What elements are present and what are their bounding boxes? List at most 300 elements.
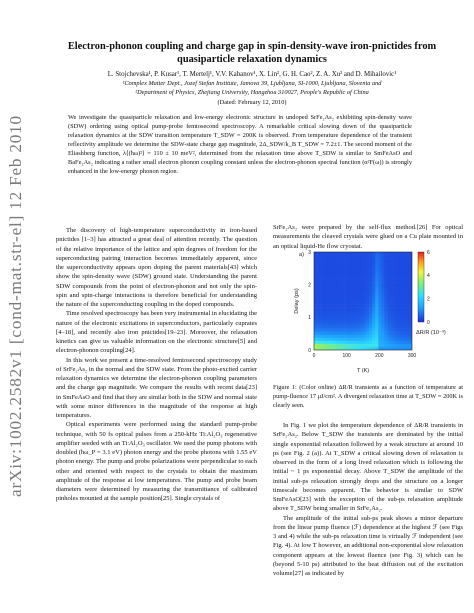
heatmap-cell	[342, 326, 345, 329]
heatmap-cell	[351, 283, 354, 286]
heatmap-cell	[369, 289, 372, 292]
heatmap-cell	[332, 252, 335, 255]
heatmap-cell	[351, 313, 354, 316]
heatmap-cell	[332, 313, 335, 316]
heatmap-cell	[403, 261, 406, 264]
heatmap-cell	[354, 292, 357, 295]
heatmap-cell	[366, 326, 369, 329]
heatmap-cell	[394, 292, 397, 295]
heatmap-cell	[363, 319, 366, 322]
heatmap-cell	[357, 335, 360, 338]
heatmap-cell	[384, 316, 387, 319]
heatmap-cell	[351, 316, 354, 319]
heatmap-cell	[320, 273, 323, 276]
heatmap-cell	[378, 255, 381, 258]
heatmap-cell	[369, 332, 372, 335]
heatmap-cell	[348, 316, 351, 319]
heatmap-cell	[357, 313, 360, 316]
heatmap-cell	[360, 313, 363, 316]
heatmap-cell	[357, 270, 360, 273]
heatmap-cell	[381, 313, 384, 316]
heatmap-cell	[363, 310, 366, 313]
heatmap-cell	[363, 261, 366, 264]
heatmap-cell	[403, 322, 406, 325]
heatmap-cell	[378, 313, 381, 316]
arxiv-identifier: arXiv:1002.2582v1 [cond-mat.str-el] 12 Feb 2010	[6, 115, 25, 497]
heatmap-cell	[329, 286, 332, 289]
heatmap-cell	[354, 295, 357, 298]
arxiv-sidebar	[0, 0, 34, 613]
heatmap-cell	[342, 319, 345, 322]
heatmap-cell	[351, 277, 354, 280]
heatmap-cell	[394, 338, 397, 341]
heatmap-cell	[348, 301, 351, 304]
heatmap-cell	[323, 304, 326, 307]
heatmap-cell	[329, 335, 332, 338]
heatmap-cell	[323, 283, 326, 286]
heatmap-cell	[384, 255, 387, 258]
heatmap-cell	[320, 307, 323, 310]
heatmap-cell	[391, 319, 394, 322]
heatmap-cell	[397, 335, 400, 338]
heatmap-cell	[397, 289, 400, 292]
heatmap-cell	[329, 326, 332, 329]
heatmap-cell	[351, 286, 354, 289]
heatmap-cell	[314, 261, 317, 264]
heatmap-cell	[329, 304, 332, 307]
heatmap-cell	[391, 264, 394, 267]
heatmap-cell	[400, 298, 403, 301]
heatmap-cell	[357, 264, 360, 267]
heatmap-cell	[366, 319, 369, 322]
heatmap-cell	[360, 258, 363, 261]
heatmap-cell	[323, 301, 326, 304]
heatmap-cell	[403, 295, 406, 298]
heatmap-cell	[403, 292, 406, 295]
heatmap-cell	[360, 319, 363, 322]
heatmap-cell	[381, 307, 384, 310]
heatmap-cell	[323, 316, 326, 319]
heatmap-cell	[394, 341, 397, 344]
heatmap-cell	[332, 307, 335, 310]
heatmap-cell	[317, 258, 320, 261]
heatmap-cell	[351, 270, 354, 273]
heatmap-cell	[314, 289, 317, 292]
heatmap-cell	[357, 319, 360, 322]
heatmap-cell	[348, 341, 351, 344]
heatmap-cell	[323, 252, 326, 255]
heatmap-cell	[339, 332, 342, 335]
heatmap-cell	[357, 332, 360, 335]
heatmap-cell	[369, 341, 372, 344]
figure-1	[288, 244, 453, 384]
heatmap-cell	[394, 313, 397, 316]
heatmap-cell	[354, 277, 357, 280]
heatmap-cell	[403, 326, 406, 329]
heatmap-cell	[363, 326, 366, 329]
heatmap-cell	[326, 341, 329, 344]
heatmap-cell	[323, 310, 326, 313]
heatmap-cell	[354, 307, 357, 310]
heatmap-cell	[397, 313, 400, 316]
heatmap-cell	[366, 295, 369, 298]
heatmap-cell	[394, 326, 397, 329]
heatmap-cell	[345, 261, 348, 264]
heatmap-cell	[375, 316, 378, 319]
heatmap-cell	[397, 344, 400, 347]
heatmap-cell	[351, 258, 354, 261]
heatmap-cell	[345, 326, 348, 329]
heatmap-cell	[366, 344, 369, 347]
y-tick-label: 3	[308, 249, 311, 256]
heatmap-cell	[381, 280, 384, 283]
heatmap-cell	[323, 322, 326, 325]
heatmap-cell	[345, 301, 348, 304]
heatmap-cell	[378, 319, 381, 322]
heatmap-cell	[357, 326, 360, 329]
heatmap-cell	[375, 341, 378, 344]
heatmap-cell	[381, 322, 384, 325]
heatmap-cell	[381, 344, 384, 347]
heatmap-cell	[369, 310, 372, 313]
heatmap-cell	[369, 255, 372, 258]
heatmap-cell	[384, 258, 387, 261]
heatmap-cell	[375, 267, 378, 270]
heatmap-cell	[394, 273, 397, 276]
heatmap-cell	[378, 298, 381, 301]
heatmap-cell	[406, 292, 409, 295]
heatmap-cell	[348, 295, 351, 298]
heatmap-cell	[372, 319, 375, 322]
heatmap-cell	[375, 322, 378, 325]
heatmap-cell	[375, 277, 378, 280]
heatmap-cell	[394, 289, 397, 292]
heatmap-cell	[357, 329, 360, 332]
heatmap-cell	[363, 304, 366, 307]
heatmap-cell	[363, 280, 366, 283]
heatmap-cell	[391, 270, 394, 273]
heatmap-cell	[378, 295, 381, 298]
heatmap-cell	[348, 289, 351, 292]
heatmap-cell	[329, 332, 332, 335]
heatmap-cell	[345, 338, 348, 341]
heatmap-cell	[381, 277, 384, 280]
heatmap-cell	[363, 267, 366, 270]
heatmap-cell	[354, 252, 357, 255]
heatmap-cell	[397, 280, 400, 283]
heatmap-cell	[391, 304, 394, 307]
heatmap-cell	[335, 338, 338, 341]
heatmap-cell	[342, 283, 345, 286]
heatmap-cell	[384, 313, 387, 316]
heatmap-cell	[378, 304, 381, 307]
heatmap-cell	[339, 322, 342, 325]
heatmap-cell	[384, 344, 387, 347]
heatmap-cell	[335, 310, 338, 313]
heatmap-cell	[378, 310, 381, 313]
heatmap-cell	[329, 258, 332, 261]
heatmap-cell	[369, 261, 372, 264]
heatmap-cell	[375, 310, 378, 313]
colorbar	[418, 252, 424, 322]
heatmap-cell	[406, 341, 409, 344]
heatmap-cell	[384, 283, 387, 286]
heatmap-cell	[314, 338, 317, 341]
heatmap-cell	[397, 258, 400, 261]
x-axis-label: T (K)	[356, 368, 370, 374]
heatmap-cell	[384, 295, 387, 298]
heatmap-cell	[375, 326, 378, 329]
heatmap-cell	[366, 286, 369, 289]
heatmap-cell	[317, 338, 320, 341]
heatmap-cell	[345, 255, 348, 258]
heatmap-cell	[366, 329, 369, 332]
heatmap-cell	[339, 316, 342, 319]
heatmap-cell	[400, 322, 403, 325]
heatmap-cell	[339, 258, 342, 261]
heatmap-cell	[335, 341, 338, 344]
heatmap-cell	[357, 295, 360, 298]
heatmap-cell	[329, 264, 332, 267]
heatmap-cell	[339, 307, 342, 310]
heatmap-cell	[317, 295, 320, 298]
heatmap-cell	[326, 307, 329, 310]
heatmap-cell	[317, 322, 320, 325]
heatmap-cell	[378, 335, 381, 338]
heatmap-cell	[314, 255, 317, 258]
heatmap-cell	[403, 289, 406, 292]
heatmap-cell	[378, 267, 381, 270]
heatmap-cell	[372, 344, 375, 347]
heatmap-cell	[320, 286, 323, 289]
heatmap-cell	[360, 280, 363, 283]
heatmap-cell	[403, 298, 406, 301]
heatmap-cell	[391, 267, 394, 270]
heatmap-cell	[342, 261, 345, 264]
heatmap-cell	[326, 304, 329, 307]
heatmap-cell	[384, 322, 387, 325]
heatmap-cell	[369, 326, 372, 329]
heatmap-cell	[360, 277, 363, 280]
heatmap-cell	[323, 326, 326, 329]
heatmap-cell	[348, 261, 351, 264]
body-left-column	[56, 226, 257, 504]
heatmap-cell	[348, 329, 351, 332]
heatmap-cell	[314, 252, 317, 255]
heatmap-cell	[320, 341, 323, 344]
heatmap-cell	[326, 335, 329, 338]
heatmap-cell	[317, 277, 320, 280]
heatmap-cell	[363, 322, 366, 325]
heatmap-cell	[317, 316, 320, 319]
heatmap-cell	[335, 289, 338, 292]
heatmap-cell	[388, 264, 391, 267]
heatmap-cell	[406, 322, 409, 325]
heatmap-cell	[391, 283, 394, 286]
heatmap-cell	[372, 286, 375, 289]
heatmap-cell	[388, 310, 391, 313]
heatmap-cell	[357, 277, 360, 280]
heatmap-cell	[320, 332, 323, 335]
heatmap-cell	[335, 255, 338, 258]
heatmap-cell	[342, 344, 345, 347]
heatmap-cell	[320, 304, 323, 307]
heatmap-cell	[317, 261, 320, 264]
heatmap-cell	[351, 295, 354, 298]
heatmap-cell	[369, 280, 372, 283]
heatmap-cell	[360, 341, 363, 344]
paragraph: Time resolved spectroscopy has been very instrumental in elucidating the nature of the electronic excitations in superconductors, particularly cuprates [4–18], and recently also iron pnictides[19–23]. Moreover, the relaxation kinetics can give us valuable information on the electronic structure[5] and electron-phonon coupling[24].	[56, 310, 257, 355]
heatmap-cell	[320, 338, 323, 341]
heatmap-cell	[391, 307, 394, 310]
heatmap-cell	[378, 261, 381, 264]
heatmap-cell	[339, 335, 342, 338]
heatmap-cell	[384, 338, 387, 341]
heatmap-cell	[391, 326, 394, 329]
heatmap-cell	[335, 304, 338, 307]
heatmap-cell	[369, 267, 372, 270]
heatmap-cell	[332, 286, 335, 289]
heatmap-cell	[360, 322, 363, 325]
heatmap-cell	[332, 295, 335, 298]
heatmap-cell	[363, 301, 366, 304]
heatmap-cell	[326, 329, 329, 332]
heatmap-cell	[394, 283, 397, 286]
heatmap-cell	[335, 344, 338, 347]
heatmap-cell	[342, 304, 345, 307]
heatmap-cell	[391, 341, 394, 344]
heatmap-cell	[381, 283, 384, 286]
heatmap-cell	[360, 301, 363, 304]
heatmap-cell	[363, 307, 366, 310]
heatmap-cell	[320, 264, 323, 267]
paragraph: In this work we present a time-resolved femtosecond spectroscopy study of SrFe₂As₂ in the normal and the SDW state. From the photo-excited carrier relaxation dynamics we determine the electron-phonon coupling parameters and the charge gap magnitude. We compare the results with recent data[23] in SmFeAsO and find that they are similar both in the SDW and normal state with some minor differences in the magnitude of the response at high temperatures.	[56, 356, 257, 419]
heatmap-cell	[323, 313, 326, 316]
heatmap-cell	[339, 283, 342, 286]
heatmap-cell	[357, 338, 360, 341]
heatmap-cell	[384, 286, 387, 289]
heatmap-cell	[357, 283, 360, 286]
heatmap-cell	[375, 313, 378, 316]
heatmap-cell	[384, 280, 387, 283]
heatmap-cell	[326, 255, 329, 258]
heatmap-cell	[369, 329, 372, 332]
heatmap-cell	[394, 295, 397, 298]
heatmap-cell	[381, 252, 384, 255]
heatmap-cell	[329, 329, 332, 332]
heatmap-cell	[366, 301, 369, 304]
heatmap-cell	[326, 264, 329, 267]
heatmap-cell	[384, 335, 387, 338]
heatmap-cell	[366, 335, 369, 338]
heatmap-cell	[381, 341, 384, 344]
heatmap-cell	[332, 280, 335, 283]
heatmap-cell	[332, 335, 335, 338]
heatmap-cell	[400, 310, 403, 313]
heatmap-cell	[357, 258, 360, 261]
heatmap-cell	[339, 338, 342, 341]
heatmap-cell	[314, 295, 317, 298]
heatmap-cell	[329, 277, 332, 280]
heatmap-cell	[314, 341, 317, 344]
heatmap-cell	[335, 286, 338, 289]
heatmap-cell	[381, 326, 384, 329]
heatmap-cell	[388, 280, 391, 283]
heatmap-cell	[357, 273, 360, 276]
heatmap-cell	[360, 329, 363, 332]
heatmap-cell	[360, 267, 363, 270]
heatmap-cell	[335, 280, 338, 283]
heatmap-cell	[403, 270, 406, 273]
heatmap-cell	[378, 273, 381, 276]
heatmap-cell	[326, 286, 329, 289]
heatmap-cell	[354, 301, 357, 304]
heatmap-cell	[372, 289, 375, 292]
heatmap-cell	[378, 301, 381, 304]
heatmap-cell	[345, 277, 348, 280]
heatmap-cell	[400, 255, 403, 258]
heatmap-cell	[360, 344, 363, 347]
heatmap-cell	[394, 322, 397, 325]
heatmap-cell	[342, 273, 345, 276]
heatmap-cell	[314, 313, 317, 316]
heatmap-cell	[354, 280, 357, 283]
heatmap-cell	[397, 322, 400, 325]
heatmap-cell	[329, 322, 332, 325]
heatmap-cell	[351, 255, 354, 258]
heatmap-cell	[317, 289, 320, 292]
heatmap-cell	[326, 332, 329, 335]
heatmap-cell	[335, 252, 338, 255]
heatmap-cell	[406, 307, 409, 310]
heatmap-cell	[381, 292, 384, 295]
heatmap-cell	[400, 273, 403, 276]
heatmap-cell	[317, 280, 320, 283]
heatmap-cell	[363, 344, 366, 347]
heatmap-cell	[400, 326, 403, 329]
heatmap-cell	[317, 341, 320, 344]
heatmap-cell	[345, 264, 348, 267]
heatmap-cell	[357, 304, 360, 307]
heatmap-cell	[369, 301, 372, 304]
heatmap-cell	[363, 335, 366, 338]
heatmap-cell	[326, 298, 329, 301]
heatmap-cell	[391, 277, 394, 280]
heatmap-cell	[348, 344, 351, 347]
heatmap-cell	[348, 252, 351, 255]
heatmap-cell	[397, 329, 400, 332]
heatmap-cell	[378, 341, 381, 344]
heatmap-cell	[406, 255, 409, 258]
heatmap-cell	[403, 252, 406, 255]
heatmap-cell	[329, 338, 332, 341]
heatmap-cell	[329, 270, 332, 273]
y-tick-label: 2	[308, 282, 311, 289]
heatmap-cell	[388, 307, 391, 310]
heatmap-cell	[317, 335, 320, 338]
heatmap-cell	[323, 255, 326, 258]
heatmap-cell	[366, 267, 369, 270]
heatmap-cell	[345, 319, 348, 322]
heatmap-cell	[372, 332, 375, 335]
heatmap-cell	[348, 280, 351, 283]
heatmap-cell	[381, 273, 384, 276]
heatmap-cell	[400, 341, 403, 344]
heatmap-cell	[320, 267, 323, 270]
heatmap-cell	[345, 335, 348, 338]
heatmap-cell	[329, 255, 332, 258]
heatmap-cell	[326, 280, 329, 283]
